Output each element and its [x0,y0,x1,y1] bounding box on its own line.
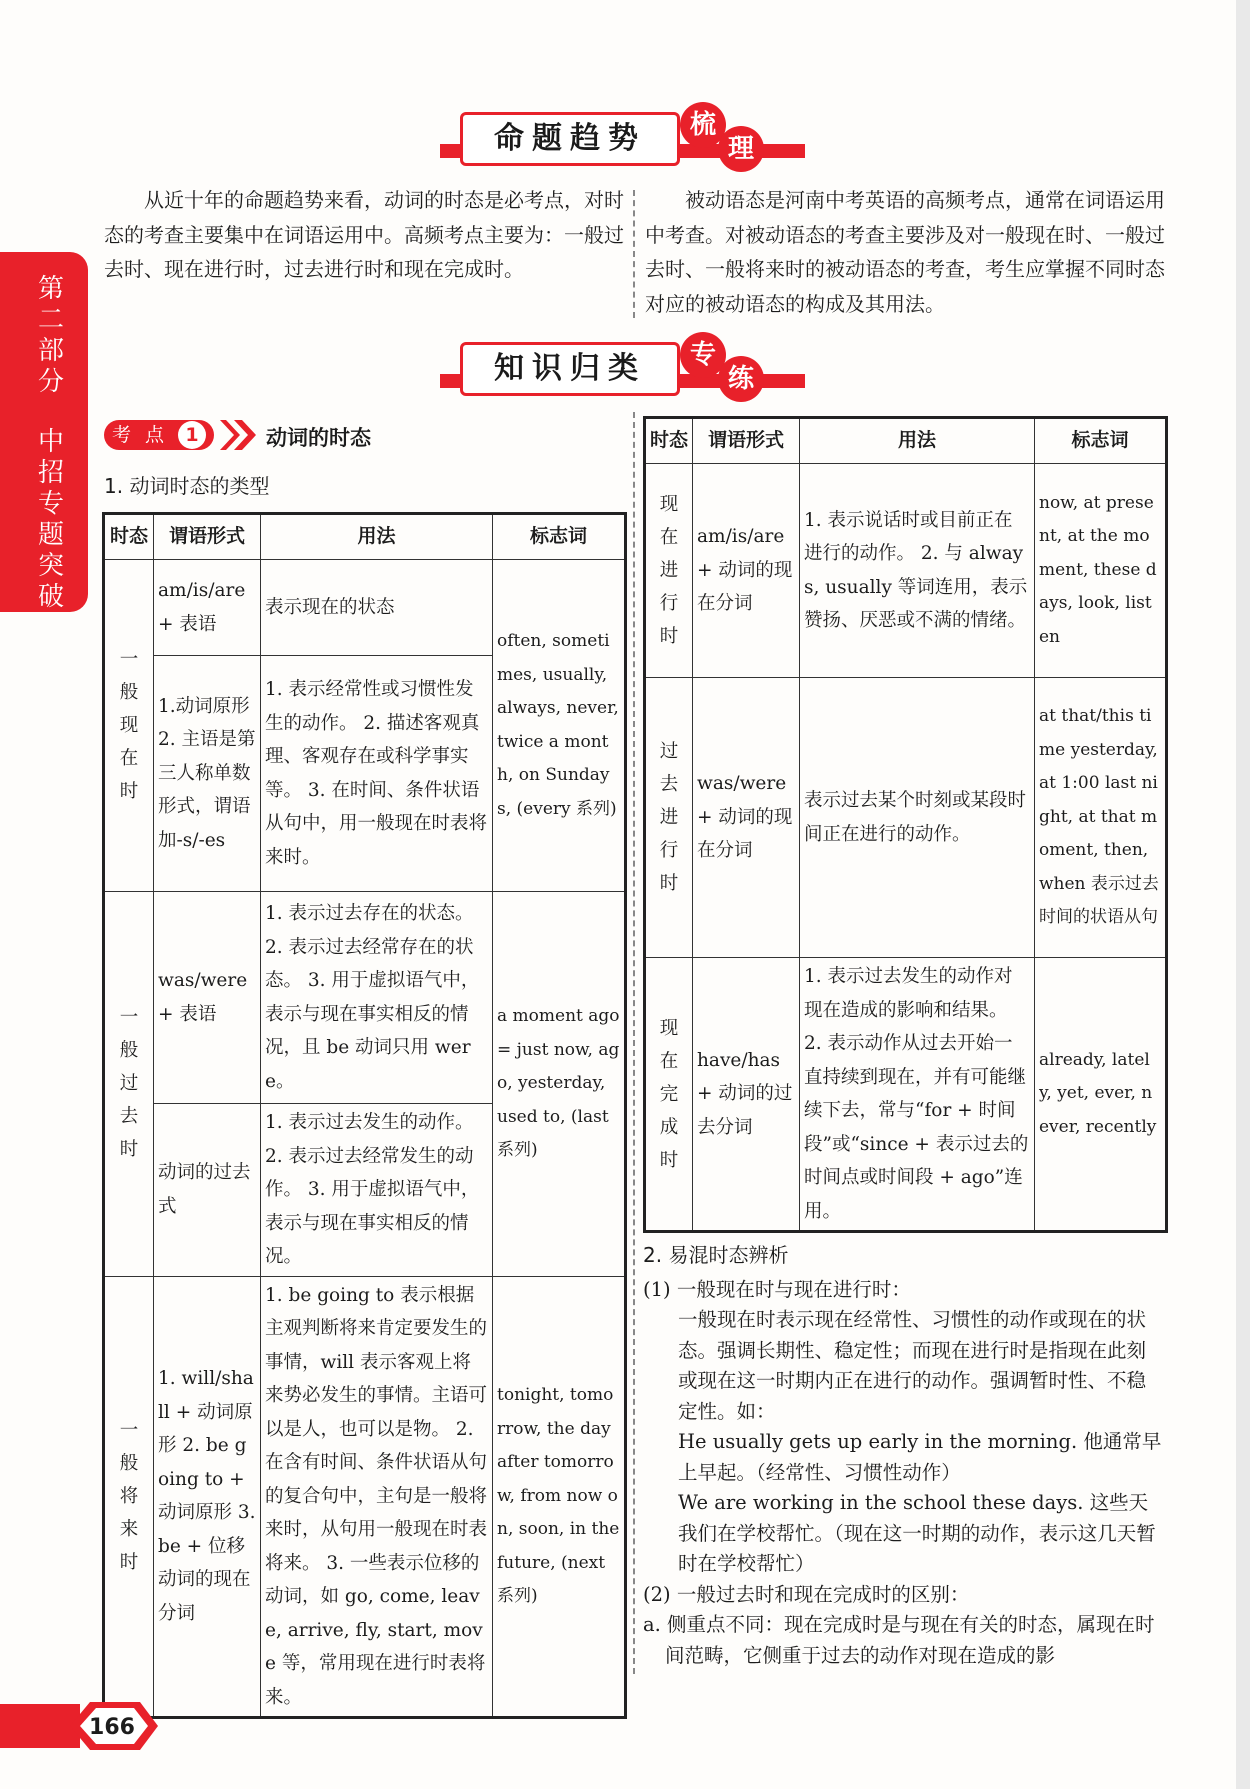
compare-2-a: a. 侧重点不同：现在完成时是与现在有关的时态，属现在时间范畴，它侧重于过去的动作对现在造成的影 [643,1613,1155,1667]
form-cell: 1. will/shall + 动词原形 2. be going to + 动词原形 3. be + 位移动词的现在分词 [154,1276,261,1718]
signal-cell: a moment ago = just now, ago, yesterday, used to, (last 系列) [493,892,626,1277]
form-cell: was/were + 表语 [154,892,261,1104]
usage-cell: 表示现在的状态 [261,560,493,656]
usage-cell: 1. 表示经常性或习惯性发生的动作。 2. 描述客观真理、客观存在或科学事实等。 3. 在时间、条件状语从句中，用一般现在时表将来时。 [261,656,493,892]
side-tab-part: 第二部分 [37,274,64,397]
column-divider [633,190,635,318]
tense-future-simple: 一般将来时 [119,1419,139,1573]
tense-table-left [102,512,627,1719]
header-form: 谓语形式 [693,418,800,464]
seal-1: 专 [680,332,726,378]
compare-1-body: 一般现在时表示现在经常性、习惯性的动作或现在的状态。强调长期性、稳定性；而现在进行时是指现在此刻或现在这一时期内正在进行的动作。强调暂时性、不稳定性。如： [678,1308,1147,1423]
page-edge [1236,0,1250,1789]
column-divider [633,412,635,1674]
form-cell: 动词的过去式 [154,1104,261,1277]
header-tense: 时态 [645,418,693,464]
seal-1: 梳 [680,102,726,148]
tense-past-simple: 一般过去时 [119,1007,139,1161]
tense-present-simple: 一般现在时 [119,649,139,802]
header-usage: 用法 [800,418,1035,464]
kaodian-title: 动词的时态 [266,426,371,450]
usage-cell: 1. 表示过去发生的动作。 2. 表示过去经常发生的动作。 3. 用于虚拟语气中，表示与现在事实相反的情况。 [261,1104,493,1277]
header-usage: 用法 [261,514,493,560]
double-arrow-icon [220,420,260,450]
tense-present-perfect: 现在完成时 [659,1017,679,1171]
form-cell: was/were + 动词的现在分词 [693,678,800,958]
sub-heading-types: 1. 动词时态的类型 [104,474,270,498]
kaodian-number: 1 [178,421,206,449]
signal-cell: often, sometimes, usually, always, never, twice a month, on Sundays, (every 系列) [493,560,626,892]
usage-cell: 1. 表示过去存在的状态。 2. 表示过去经常存在的状态。 3. 用于虚拟语气中，表示与现在事实相反的情况，且 be 动词只用 were。 [261,892,493,1104]
signal-cell: now, at present, at the moment, these days, look, listen [1035,464,1167,678]
header-signal: 标志词 [493,514,626,560]
side-tab [0,252,88,612]
header-form: 谓语形式 [154,514,261,560]
usage-cell: 表示过去某个时刻或某段时间正在进行的动作。 [800,678,1035,958]
header-signal: 标志词 [1035,418,1167,464]
usage-cell: 1. 表示说话时或目前正在进行的动作。 2. 与 always, usually 等词连用，表示赞扬、厌恶或不满的情绪。 [800,464,1035,678]
header-tense: 时态 [104,514,154,560]
signal-cell: already, lately, yet, ever, never, recently [1035,958,1167,1232]
usage-cell: 1. 表示过去发生的动作对现在造成的影响和结果。 2. 表示动作从过去开始一直持续到现在，并有可能继续下去，常与“for + 时间段”或“since + 表示过去的时间点或时间段 + ago”连用。 [800,958,1035,1232]
compare-2-title: (2) 一般过去时和现在完成时的区别： [643,1582,970,1606]
example-2: We are working in the school these days. 这些天我们在学校帮忙。（现在这一时期的动作，表示这几天暂时在学校帮忙） [678,1491,1156,1575]
compare-1-title: (1) 一般现在时与现在进行时： [643,1277,911,1301]
tense-table-right [643,416,1168,1233]
usage-cell: 1. be going to 表示根据主观判断将来肯定要发生的事情，will 表示客观上将来势必发生的事情。主语可以是人，也可以是物。 2. 在含有时间、条件状语从句的复合句中，主句是一般将来时，从句用一般现在时表将来。 3. 一些表示位移的动词，如 go, come, leave, arrive, fly, start, move 等，常用现在进行时表将来。 [261,1276,493,1718]
seal-2: 练 [718,356,764,402]
section-title: 命题趋势 [460,112,680,166]
side-tab-title: 中招专题突破 [37,427,64,612]
kaodian-badge: 考 点 [104,420,214,450]
sub-heading-compare: 2. 易混时态辨析 [643,1243,789,1267]
example-1: He usually gets up early in the morning. 他通常早上早起。（经常性、习惯性动作） [678,1430,1162,1484]
form-cell: am/is/are + 动词的现在分词 [693,464,800,678]
tense-present-continuous: 现在进行时 [659,494,679,647]
page-number: 166 [89,1715,135,1740]
tense-past-continuous: 过去进行时 [659,741,679,894]
section-header-knowledge [440,334,805,404]
seal-2: 理 [718,126,764,172]
form-cell: 1.动词原形 2. 主语是第三人称单数形式，谓语加-s/-es [154,656,261,892]
form-cell: am/is/are + 表语 [154,560,261,656]
section-header-trend [440,104,805,174]
tense-comparison [643,1240,1165,1671]
signal-cell: at that/this time yesterday, at 1:00 last night, at that moment, then, when 表示过去时间的状语从句 [1035,678,1167,958]
form-cell: have/has + 动词的过去分词 [693,958,800,1232]
intro-right: 被动语态是河南中考英语的高频考点，通常在词语运用中考查。对被动语态的考查主要涉及对一般现在时、一般过去时、一般将来时的被动语态的考查，考生应掌握不同时态对应的被动语态的构成及其用法。 [645,188,1165,316]
intro-left: 从近十年的命题趋势来看，动词的时态是必考点，对时态的考查主要集中在词语运用中。高频考点主要为：一般过去时、现在进行时，过去进行时和现在完成时。 [104,188,624,281]
section-title: 知识归类 [460,342,680,396]
signal-cell: tonight, tomorrow, the day after tomorrow, from now on, soon, in the future, (next 系列) [493,1276,626,1718]
